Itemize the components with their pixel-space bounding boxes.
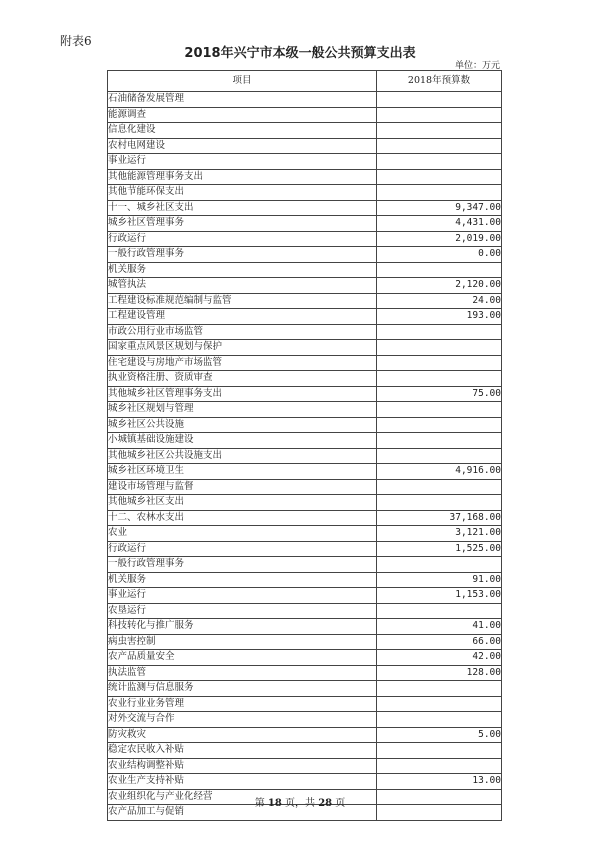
table-header-row <box>108 71 502 92</box>
row-amount <box>377 138 502 154</box>
row-item-name: 事业运行 <box>108 154 377 170</box>
row-item-name: 其他城乡社区管理事务支出 <box>108 386 377 402</box>
table-row <box>108 262 502 278</box>
page-footer <box>0 794 600 809</box>
row-item-name: 能源调查 <box>108 107 377 123</box>
table-row <box>108 479 502 495</box>
table-row <box>108 588 502 604</box>
table-row <box>108 355 502 371</box>
row-item-name: 行政运行 <box>108 541 377 557</box>
footer-page-number: 18 <box>267 798 282 809</box>
row-item-name: 一般行政管理事务 <box>108 247 377 263</box>
table-row <box>108 247 502 263</box>
row-amount: 24.00 <box>377 293 502 309</box>
row-item-name: 农产品质量安全 <box>108 650 377 666</box>
row-amount <box>377 262 502 278</box>
unit-label: 单位：万元 <box>454 61 500 71</box>
row-amount: 75.00 <box>377 386 502 402</box>
table-row <box>108 634 502 650</box>
row-item-name: 农村电网建设 <box>108 138 377 154</box>
table-row <box>108 231 502 247</box>
row-amount <box>377 696 502 712</box>
row-item-name: 十二、农林水支出 <box>108 510 377 526</box>
table-row <box>108 200 502 216</box>
table-row <box>108 92 502 108</box>
row-item-name: 石油储备发展管理 <box>108 92 377 108</box>
row-item-name: 工程建设管理 <box>108 309 377 325</box>
table-row <box>108 371 502 387</box>
row-amount: 193.00 <box>377 309 502 325</box>
table-row <box>108 448 502 464</box>
row-amount: 66.00 <box>377 634 502 650</box>
row-amount <box>377 603 502 619</box>
row-item-name: 机关服务 <box>108 262 377 278</box>
table-row <box>108 665 502 681</box>
row-item-name: 其他能源管理事务支出 <box>108 169 377 185</box>
table-row <box>108 743 502 759</box>
table-row <box>108 293 502 309</box>
row-item-name: 执法监管 <box>108 665 377 681</box>
row-amount <box>377 433 502 449</box>
header-budget: 2018年预算数 <box>377 71 502 92</box>
row-item-name: 其他城乡社区支出 <box>108 495 377 511</box>
row-amount <box>377 185 502 201</box>
row-item-name: 机关服务 <box>108 572 377 588</box>
table-row <box>108 681 502 697</box>
table-row <box>108 727 502 743</box>
row-amount <box>377 154 502 170</box>
row-item-name: 稳定农民收入补贴 <box>108 743 377 759</box>
table-row <box>108 433 502 449</box>
row-amount: 4,916.00 <box>377 464 502 480</box>
row-item-name: 建设市场管理与监督 <box>108 479 377 495</box>
row-item-name: 科技转化与推广服务 <box>108 619 377 635</box>
row-item-name: 城管执法 <box>108 278 377 294</box>
row-item-name: 农业组织化与产业化经营 <box>108 789 377 805</box>
table-row <box>108 774 502 790</box>
row-item-name: 统计监测与信息服务 <box>108 681 377 697</box>
row-item-name: 病虫害控制 <box>108 634 377 650</box>
table-row <box>108 278 502 294</box>
row-item-name: 城乡社区管理事务 <box>108 216 377 232</box>
row-item-name: 信息化建设 <box>108 123 377 139</box>
row-amount: 37,168.00 <box>377 510 502 526</box>
row-amount <box>377 681 502 697</box>
row-item-name: 其他节能环保支出 <box>108 185 377 201</box>
row-amount: 42.00 <box>377 650 502 666</box>
table-row <box>108 169 502 185</box>
row-amount: 3,121.00 <box>377 526 502 542</box>
table-row <box>108 324 502 340</box>
row-item-name: 小城镇基础设施建设 <box>108 433 377 449</box>
row-item-name: 农产品加工与促销 <box>108 805 377 821</box>
row-item-name: 工程建设标准规范编制与监管 <box>108 293 377 309</box>
table-row <box>108 216 502 232</box>
row-amount <box>377 417 502 433</box>
row-amount <box>377 355 502 371</box>
row-amount <box>377 495 502 511</box>
table-row <box>108 386 502 402</box>
table-row <box>108 712 502 728</box>
table-row <box>108 619 502 635</box>
row-amount <box>377 123 502 139</box>
row-item-name: 农业 <box>108 526 377 542</box>
footer-middle: 页，共 <box>285 798 315 809</box>
row-amount: 9,347.00 <box>377 200 502 216</box>
page-title: 2018年兴宁市本级一般公共预算支出表 <box>184 46 416 61</box>
row-amount <box>377 92 502 108</box>
row-amount <box>377 758 502 774</box>
row-amount <box>377 107 502 123</box>
row-item-name: 农垦运行 <box>108 603 377 619</box>
table-row <box>108 185 502 201</box>
row-item-name: 国家重点风景区规划与保护 <box>108 340 377 356</box>
table-row <box>108 557 502 573</box>
row-amount: 5.00 <box>377 727 502 743</box>
table-row <box>108 495 502 511</box>
row-amount: 1,525.00 <box>377 541 502 557</box>
row-item-name: 农业结构调整补贴 <box>108 758 377 774</box>
header-item: 项目 <box>108 71 377 92</box>
footer-suffix: 页 <box>335 798 346 809</box>
row-amount <box>377 169 502 185</box>
row-item-name: 十一、城乡社区支出 <box>108 200 377 216</box>
row-item-name: 事业运行 <box>108 588 377 604</box>
table-row <box>108 526 502 542</box>
table-row <box>108 107 502 123</box>
table-row <box>108 572 502 588</box>
table-row <box>108 309 502 325</box>
row-amount <box>377 557 502 573</box>
row-item-name: 农业行业业务管理 <box>108 696 377 712</box>
row-item-name: 其他城乡社区公共设施支出 <box>108 448 377 464</box>
row-item-name: 市政公用行业市场监管 <box>108 324 377 340</box>
table-row <box>108 650 502 666</box>
budget-table <box>107 70 502 821</box>
table-row <box>108 464 502 480</box>
table-row <box>108 123 502 139</box>
row-amount <box>377 712 502 728</box>
row-item-name: 行政运行 <box>108 231 377 247</box>
row-amount <box>377 371 502 387</box>
row-amount <box>377 743 502 759</box>
attachment-label: 附表6 <box>60 34 92 48</box>
table-row <box>108 758 502 774</box>
row-item-name: 防灾救灾 <box>108 727 377 743</box>
row-amount: 91.00 <box>377 572 502 588</box>
table-row <box>108 510 502 526</box>
table-row <box>108 541 502 557</box>
row-item-name: 执业资格注册、资质审查 <box>108 371 377 387</box>
row-amount: 13.00 <box>377 774 502 790</box>
row-item-name: 城乡社区环境卫生 <box>108 464 377 480</box>
row-amount <box>377 340 502 356</box>
row-amount <box>377 479 502 495</box>
footer-prefix: 第 <box>254 798 265 809</box>
table-row <box>108 154 502 170</box>
row-amount <box>377 324 502 340</box>
row-amount: 0.00 <box>377 247 502 263</box>
table-row <box>108 417 502 433</box>
footer-total-pages: 28 <box>318 798 333 809</box>
row-amount: 2,120.00 <box>377 278 502 294</box>
row-amount: 1,153.00 <box>377 588 502 604</box>
table-row <box>108 402 502 418</box>
row-amount: 4,431.00 <box>377 216 502 232</box>
table-row <box>108 696 502 712</box>
row-amount <box>377 448 502 464</box>
row-item-name: 住宅建设与房地产市场监管 <box>108 355 377 371</box>
row-item-name: 城乡社区公共设施 <box>108 417 377 433</box>
row-amount: 128.00 <box>377 665 502 681</box>
row-amount: 41.00 <box>377 619 502 635</box>
row-item-name: 对外交流与合作 <box>108 712 377 728</box>
row-amount <box>377 402 502 418</box>
row-item-name: 农业生产支持补贴 <box>108 774 377 790</box>
table-row <box>108 603 502 619</box>
row-amount: 2,019.00 <box>377 231 502 247</box>
table-row <box>108 340 502 356</box>
table-row <box>108 138 502 154</box>
row-item-name: 城乡社区规划与管理 <box>108 402 377 418</box>
row-item-name: 一般行政管理事务 <box>108 557 377 573</box>
